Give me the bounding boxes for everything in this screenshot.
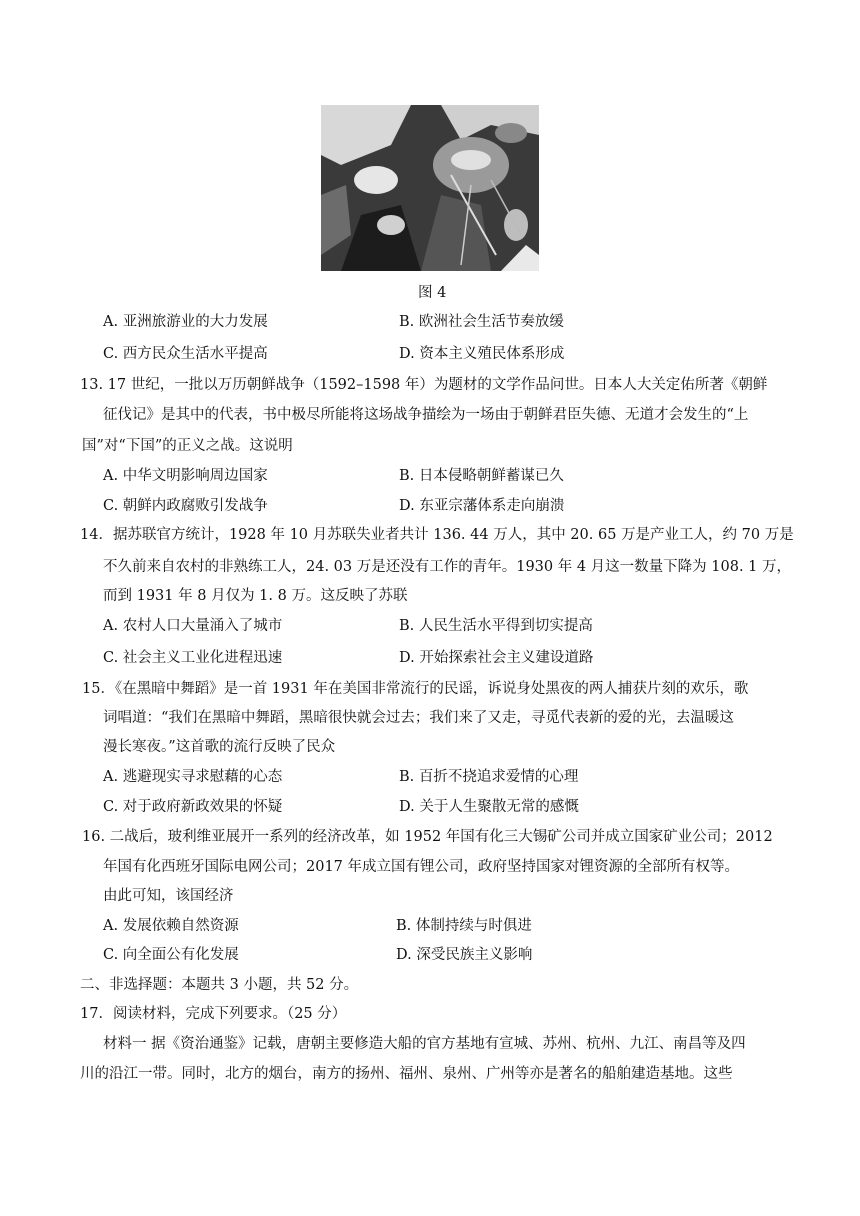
section-2-heading: 二、非选择题：本题共 3 小题，共 52 分。	[80, 977, 359, 993]
q15-stem-line-1: 15．《在黑暗中舞蹈》是一首 1931 年在美国非常流行的民谣，诉说身处黑夜的两人捕获片刻的欢乐，歌	[82, 681, 749, 697]
q17-title: 17．阅读材料，完成下列要求。（25 分）	[80, 1006, 347, 1022]
q16-stem-line-3: 由此可知，该国经济	[103, 888, 234, 904]
q15-option-d: D. 关于人生聚散无常的感慨	[399, 799, 579, 815]
q14-stem-line-2: 不久前来自农村的非熟练工人，24. 03 万是还没有工作的青年。1930 年 4 月这一数量下降为 108. 1 万，	[103, 559, 792, 575]
q16-stem-line-2: 年国有化西班牙国际电网公司；2017 年成立国有锂公司，政府坚持国家对锂资源的全部所有权等。	[103, 859, 740, 875]
q17-material-line-2: 川的沿江一带。同时，北方的烟台，南方的扬州、福州、泉州、广州等亦是著名的船舶建造基地。这些	[80, 1066, 733, 1082]
q15-stem-line-2: 词唱道：“我们在黑暗中舞蹈，黑暗很快就会过去；我们来了又走，寻觅代表新的爱的光，去温暖这	[103, 710, 734, 726]
q14-option-c: C. 社会主义工业化进程迅速	[103, 650, 283, 666]
q15-option-a: A. 逃避现实寻求慰藉的心态	[103, 769, 283, 785]
q14-option-a: A. 农村人口大量涌入了城市	[103, 618, 283, 634]
q13-stem-line-1: 13. 17 世纪，一批以万历朝鲜战争（1592–1598 年）为题材的文学作品问世。日本人大关定佑所著《朝鲜	[80, 377, 768, 393]
q13-option-c: C. 朝鲜内政腐败引发战争	[103, 498, 268, 514]
q12-option-d: D. 资本主义殖民体系形成	[399, 346, 565, 362]
q16-option-d: D. 深受民族主义影响	[396, 947, 533, 963]
q12-option-a: A. 亚洲旅游业的大力发展	[103, 314, 268, 330]
q16-stem-line-1: 16. 二战后，玻利维亚展开一系列的经济改革，如 1952 年国有化三大锡矿公司并成立国家矿业公司；2012	[82, 829, 773, 845]
q16-option-a: A. 发展依赖自然资源	[103, 918, 239, 934]
figure-caption: 图 4	[418, 285, 447, 301]
figure-4-photo	[321, 105, 539, 271]
q16-option-b: B. 体制持续与时俱进	[396, 918, 532, 934]
q14-option-d: D. 开始探索社会主义建设道路	[399, 650, 594, 666]
q13-stem-line-3: 国”对“下国”的正义之战。这说明	[82, 438, 293, 454]
q15-option-b: B. 百折不挠追求爱情的心理	[399, 769, 579, 785]
q13-option-b: B. 日本侵略朝鲜蓄谋已久	[399, 468, 564, 484]
q17-material-line-1: 材料一 据《资治通鉴》记载，唐朝主要修造大船的官方基地有宣城、苏州、杭州、九江、南昌等及四	[103, 1036, 746, 1052]
q13-option-d: D. 东亚宗藩体系走向崩溃	[399, 498, 565, 514]
q14-stem-line-3: 而到 1931 年 8 月仅为 1. 8 万。这反映了苏联	[103, 588, 408, 604]
q14-option-b: B. 人民生活水平得到切实提高	[399, 618, 593, 634]
q12-option-c: C. 西方民众生活水平提高	[103, 346, 268, 362]
q13-stem-line-2: 征伐记》是其中的代表，书中极尽所能将这场战争描绘为一场由于朝鲜君臣失德、无道才会发生的“上	[103, 407, 749, 423]
q14-stem-line-1: 14．据苏联官方统计，1928 年 10 月苏联失业者共计 136. 44 万人，其中 20. 65 万是产业工人，约 70 万是	[80, 527, 794, 543]
q12-option-b: B. 欧洲社会生活节奏放缓	[399, 314, 564, 330]
q16-option-c: C. 向全面公有化发展	[103, 947, 239, 963]
q13-option-a: A. 中华文明影响周边国家	[103, 468, 268, 484]
q15-stem-line-3: 漫长寒夜。”这首歌的流行反映了民众	[103, 739, 336, 755]
q15-option-c: C. 对于政府新政效果的怀疑	[103, 799, 283, 815]
